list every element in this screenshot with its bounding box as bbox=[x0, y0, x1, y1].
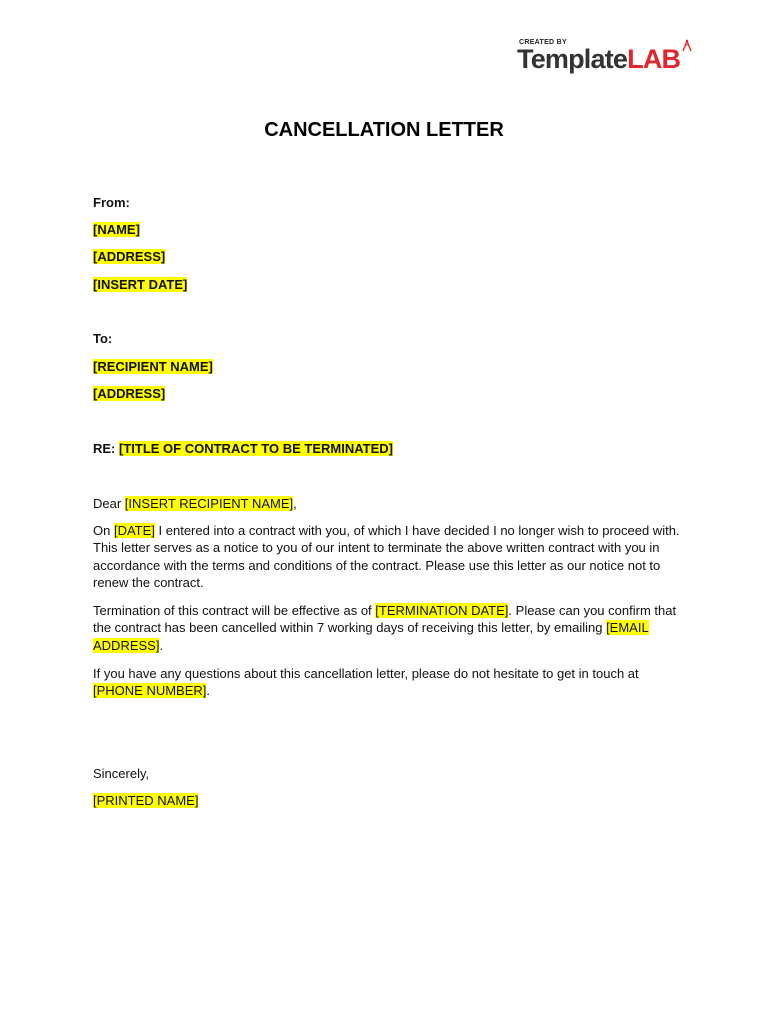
closing-name bbox=[93, 793, 198, 809]
para1-prefix: On bbox=[93, 523, 114, 538]
paragraph-1 bbox=[93, 522, 683, 592]
from-address bbox=[93, 249, 165, 265]
para2-middle: . Please can you confirm that the contract has been cancelled within 7 working days of receiving this letter, by emailing bbox=[93, 603, 677, 636]
para2-email-placeholder: [EMAIL ADDRESS] bbox=[93, 620, 649, 653]
para1-body: I entered into a contract with you, of which I have decided I no longer wish to proceed with. This letter serves as a notice to you of our intent to terminate the above written contract with you in accordance with the terms and conditions of the contract. Please use this letter as our notice not to renew the contract. bbox=[93, 523, 680, 591]
closing-name-placeholder: [PRINTED NAME] bbox=[93, 793, 199, 808]
para2-termination-date-placeholder: [TERMINATION DATE] bbox=[375, 603, 509, 618]
paragraph-3 bbox=[93, 665, 683, 700]
paragraph-2 bbox=[93, 602, 683, 654]
salutation-suffix: , bbox=[293, 496, 297, 511]
from-date bbox=[93, 277, 187, 293]
to-address bbox=[93, 386, 165, 402]
logo-wordmark bbox=[517, 44, 680, 74]
from-label: From: bbox=[93, 195, 130, 210]
para3-suffix: . bbox=[206, 683, 211, 699]
para3-phone-placeholder: [PHONE NUMBER] bbox=[93, 683, 207, 699]
para2-suffix: . bbox=[159, 637, 164, 653]
para1-date-placeholder: [DATE] bbox=[113, 523, 155, 538]
salutation bbox=[93, 496, 297, 512]
salutation-name-placeholder: [INSERT RECIPIENT NAME] bbox=[124, 496, 294, 511]
logo-created-by: CREATED BY bbox=[519, 39, 567, 46]
re-line bbox=[93, 441, 393, 457]
para3-prefix: If you have any questions about this cancellation letter, please do not hesitate to get in touch at bbox=[93, 666, 639, 681]
from-name bbox=[93, 222, 140, 238]
to-recipient-placeholder: [RECIPIENT NAME] bbox=[93, 359, 213, 374]
to-label: To: bbox=[93, 331, 113, 346]
re-label: RE: bbox=[93, 441, 116, 456]
from-address-placeholder: [ADDRESS] bbox=[93, 249, 166, 264]
from-date-placeholder: [INSERT DATE] bbox=[93, 277, 188, 292]
from-name-placeholder: [NAME] bbox=[93, 222, 140, 237]
para2-prefix: Termination of this contract will be effective as of bbox=[93, 603, 376, 618]
to-recipient bbox=[93, 359, 213, 375]
re-title-placeholder: [TITLE OF CONTRACT TO BE TERMINATED] bbox=[119, 441, 393, 456]
salutation-prefix: Dear bbox=[93, 496, 125, 511]
templatelab-logo bbox=[517, 39, 697, 79]
document-title: CANCELLATION LETTER bbox=[264, 119, 504, 141]
logo-lab-text: LAB bbox=[627, 44, 681, 74]
logo-template-text: Template bbox=[517, 44, 628, 74]
closing-label: Sincerely, bbox=[93, 766, 150, 781]
to-address-placeholder: [ADDRESS] bbox=[93, 386, 166, 401]
